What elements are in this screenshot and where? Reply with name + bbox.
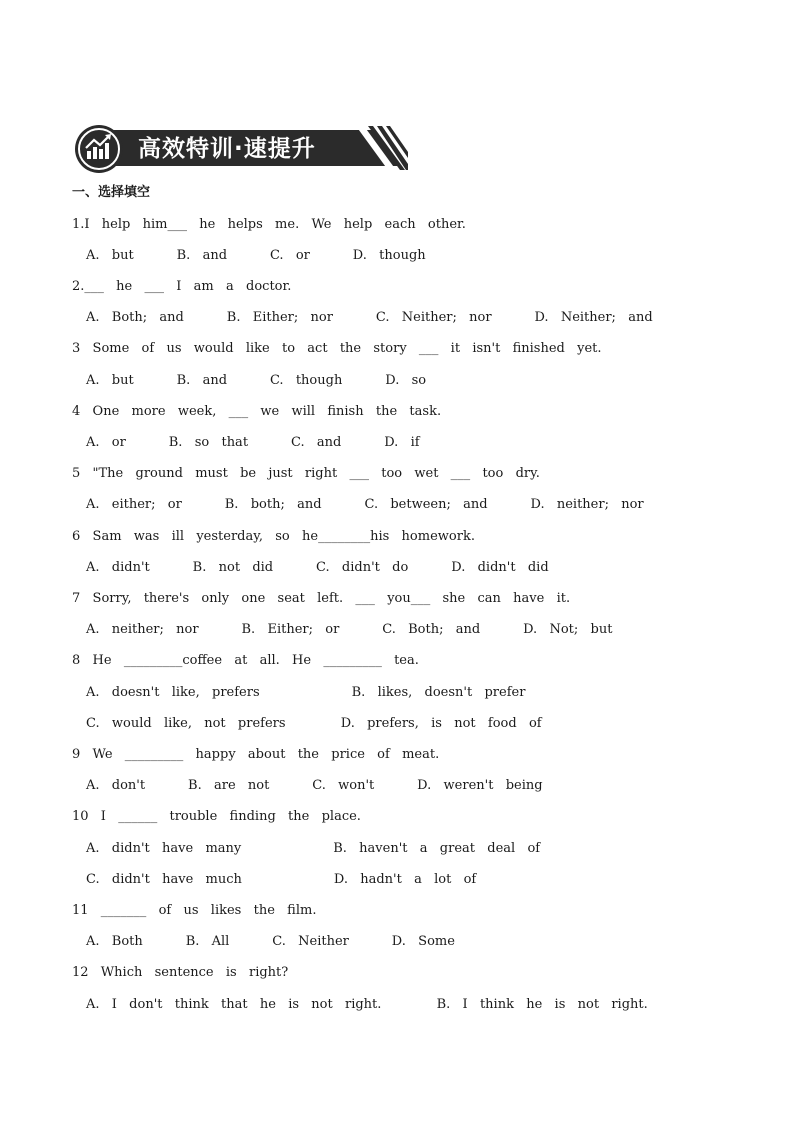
question-11: 11 _______ of us likes the film. — [72, 903, 317, 918]
question-1-options: A. but B. and C. or D. though — [86, 248, 426, 263]
question-2: 2.___ he ___ I am a doctor. — [72, 279, 292, 294]
question-12-options: A. I don't think that he is not right. B. I think he is not right. — [86, 997, 648, 1012]
question-10: 10 I ______ trouble finding the place. — [72, 809, 361, 824]
question-8: 8 He _________coffee at all. He _________ tea. — [72, 653, 419, 668]
question-9-options: A. don't B. are not C. won't D. weren't being — [86, 778, 543, 793]
question-9: 9 We _________ happy about the price of meat. — [72, 747, 440, 762]
question-4: 4 One more week, ___ we will finish the task. — [72, 404, 442, 419]
question-10-options-cd: C. didn't have much D. hadn't a lot of — [86, 872, 477, 887]
question-7-options: A. neither; nor B. Either; or C. Both; and D. Not; but — [86, 622, 613, 637]
question-12: 12 Which sentence is right? — [72, 965, 289, 980]
section-banner — [74, 124, 408, 174]
question-6: 6 Sam was ill yesterday, so he________his homework. — [72, 529, 475, 544]
question-3: 3 Some of us would like to act the story ___ it isn't finished yet. — [72, 341, 602, 356]
question-10-options-ab: A. didn't have many B. haven't a great deal of — [86, 841, 541, 856]
question-5: 5 "The ground must be just right ___ too wet ___ too dry. — [72, 466, 540, 481]
question-2-options: A. Both; and B. Either; nor C. Neither; nor D. Neither; and — [86, 310, 653, 325]
banner-title: 高效特训·速提升 — [138, 136, 316, 162]
question-3-options: A. but B. and C. though D. so — [86, 373, 427, 388]
question-8-options-cd: C. would like, not prefers D. prefers, is not food of — [86, 716, 542, 731]
question-8-options-ab: A. doesn't like, prefers B. likes, doesn't prefer — [86, 685, 526, 700]
question-1: 1.I help him___ he helps me. We help each other. — [72, 217, 466, 232]
section-heading: 一、选择填空 — [72, 185, 151, 200]
question-5-options: A. either; or B. both; and C. between; and D. neither; nor — [86, 497, 644, 512]
question-6-options: A. didn't B. not did C. didn't do D. didn't did — [86, 560, 549, 575]
question-7: 7 Sorry, there's only one seat left. ___ you___ she can have it. — [72, 591, 571, 606]
question-11-options: A. Both B. All C. Neither D. Some — [86, 934, 455, 949]
question-4-options: A. or B. so that C. and D. if — [86, 435, 420, 450]
